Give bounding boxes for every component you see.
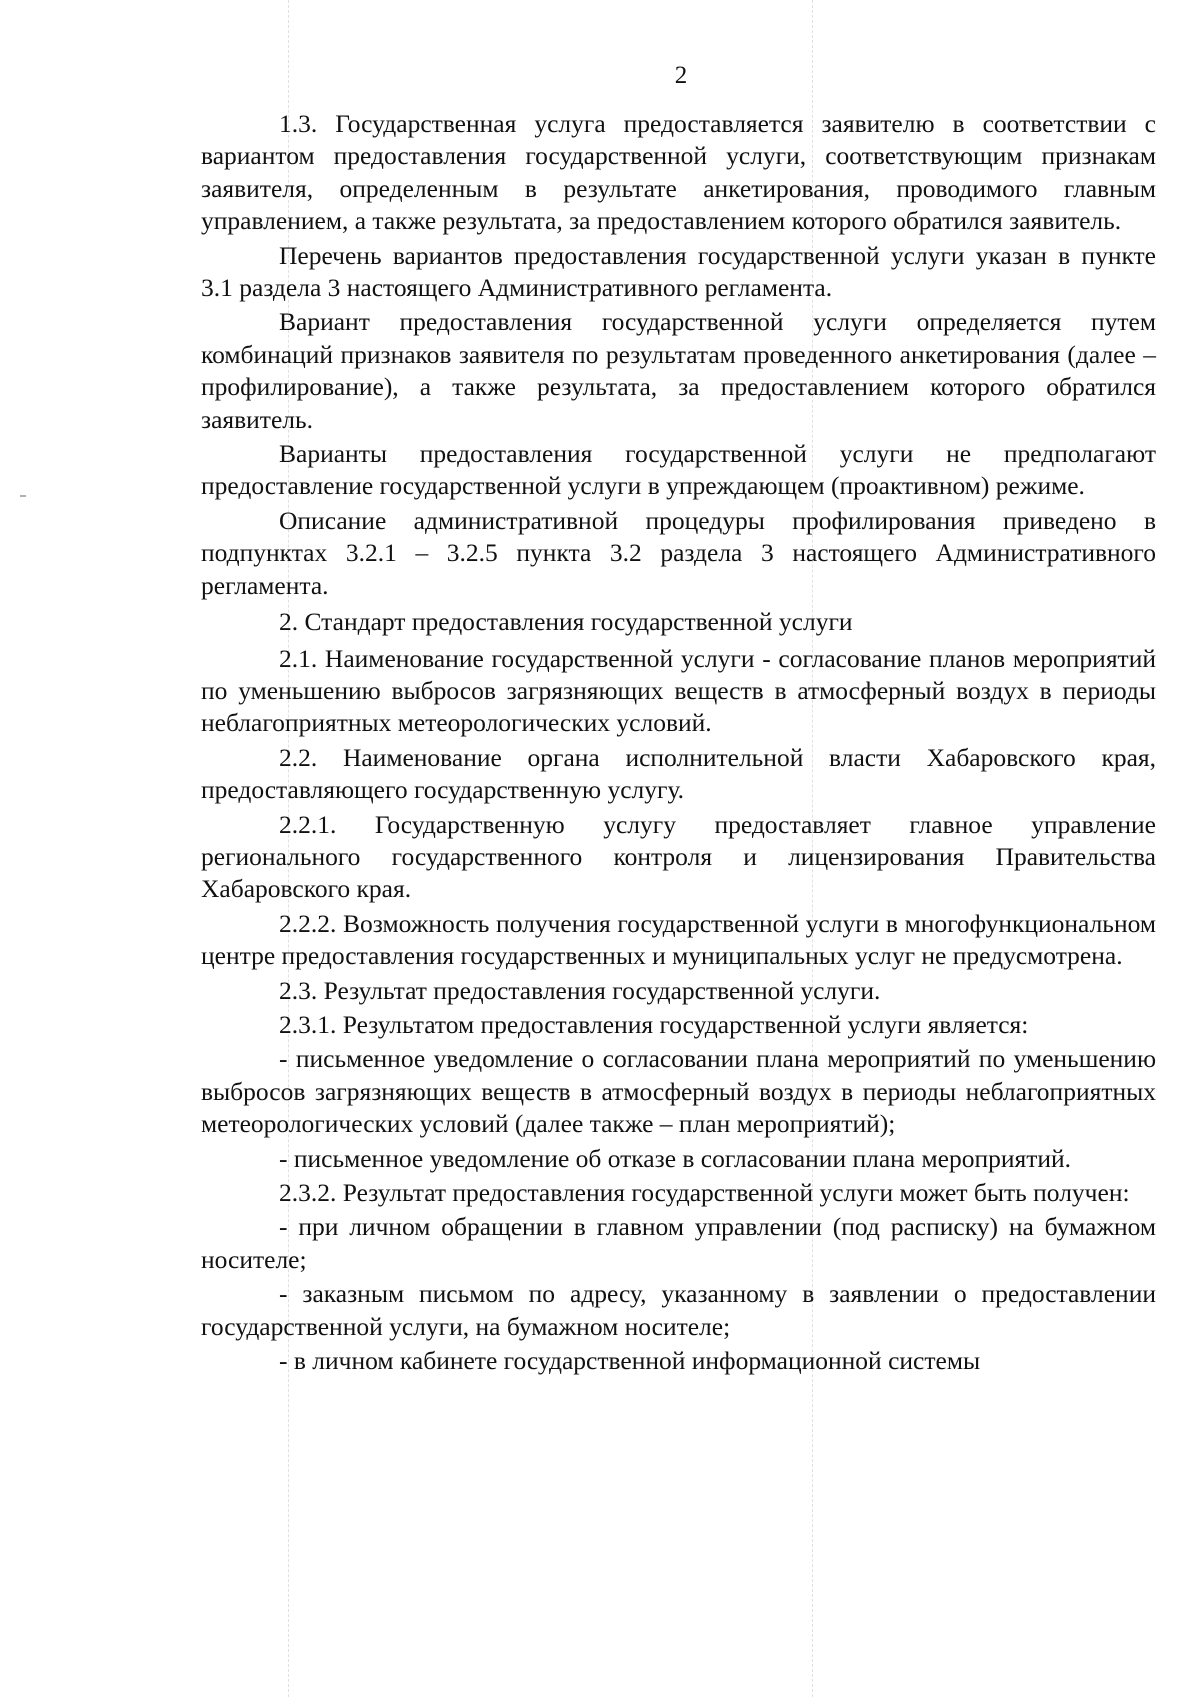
section-heading-2: 2. Стандарт предоставления государственной услуги bbox=[279, 607, 853, 637]
list-item-refusal-notice: - письменное уведомление об отказе в согласовании плана мероприятий. bbox=[279, 1143, 1072, 1173]
document-body bbox=[201, 108, 1156, 1377]
list-item-personal-visit: - при личном обращении в главном управлении (под расписку) на бумажном носителе; bbox=[201, 1212, 1156, 1274]
paragraph-2-1: 2.1. Наименование государственной услуги - согласование планов мероприятий по уменьшению выбросов загрязняющих веществ в атмосферный воздух в периоды неблагоприятных метеорологических условий. bbox=[201, 643, 1156, 738]
paragraph-2-3-2: 2.3.2. Результат предоставления государственной услуги может быть получен: bbox=[279, 1178, 1130, 1207]
paragraph-profiling-description: Описание административной процедуры профилирования приведено в подпунктах 3.2.1 – 3.2.5 пункта 3.2 раздела 3 настоящего Административного регламента. bbox=[201, 505, 1156, 600]
paragraph-2-3-1: 2.3.1. Результатом предоставления государственной услуги является: bbox=[279, 1009, 1029, 1039]
page-number: 2 bbox=[674, 62, 688, 89]
paragraph-proactive-mode: Варианты предоставления государственной услуги не предполагают предоставление государственной услуги в упреждающем (проактивном) режиме. bbox=[201, 439, 1156, 501]
paragraph-2-3: 2.3. Результат предоставления государственной услуги. bbox=[279, 975, 881, 1005]
scan-mark bbox=[20, 495, 26, 497]
paragraph-2-2: 2.2. Наименование органа исполнительной власти Хабаровского края, предоставляющего государственную услугу. bbox=[201, 742, 1156, 805]
paragraph-variants-list: Перечень вариантов предоставления государственной услуги указан в пункте 3.1 раздела 3 настоящего Административного регламента. bbox=[201, 240, 1156, 303]
list-item-personal-account: - в личном кабинете государственной информационной системы bbox=[279, 1346, 981, 1376]
paragraph-2-2-1: 2.2.1. Государственную услугу предоставляет главное управление регионального государственного контроля и лицензирования Правительства Хабаровского края. bbox=[201, 809, 1156, 904]
list-item-approval-notice: - письменное уведомление о согласовании плана мероприятий по уменьшению выбросов загрязняющих веществ в атмосферный воздух в периоды неблагоприятных метеорологических условий (далее также – план мероприятий); bbox=[201, 1044, 1156, 1139]
paragraph-1-3: 1.3. Государственная услуга предоставляется заявителю в соответствии с вариантом предоставления государственной услуги, соответствующим признакам заявителя, определенным в результате анкетирования, проводимого главным управлением, а также результата, за предоставлением которого обратился заявитель. bbox=[201, 109, 1156, 236]
paragraph-2-2-2: 2.2.2. Возможность получения государственной услуги в многофункциональном центре предоставления государственных и муниципальных услуг не предусмотрена. bbox=[201, 908, 1156, 971]
list-item-registered-mail: - заказным письмом по адресу, указанному в заявлении о предоставлении государственной услуги, на бумажном носителе; bbox=[201, 1279, 1156, 1341]
paragraph-variant-definition: Вариант предоставления государственной услуги определяется путем комбинаций признаков заявителя по результатам проведенного анкетирования (далее – профилирование), а также результата, за предоставлением которого обратился заявитель. bbox=[201, 307, 1156, 434]
